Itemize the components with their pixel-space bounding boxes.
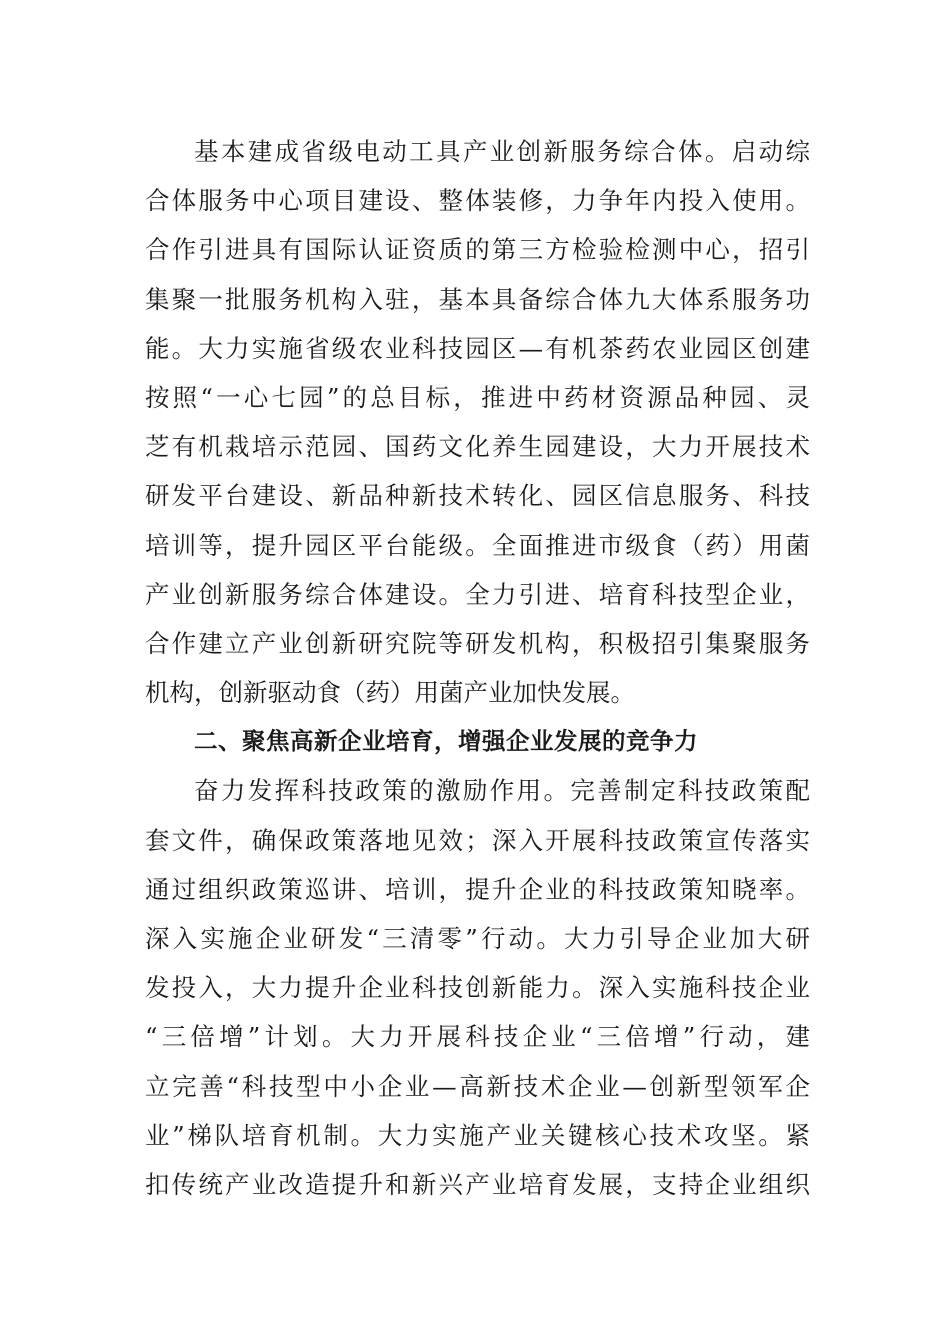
text-line: 立完善“科技型中小企业—高新技术企业—创新型领军企 bbox=[145, 1071, 810, 1101]
paragraph-enterprise-cultivation bbox=[145, 766, 810, 1209]
text-line: 扣传统产业改造提升和新兴产业培育发展，支持企业组织 bbox=[145, 1169, 810, 1199]
paragraph-innovation-complex bbox=[145, 127, 810, 717]
text-line: 奋力发挥科技政策的激励作用。完善制定科技政策配 bbox=[194, 776, 810, 806]
text-line: “三倍增”计划。大力开展科技企业“三倍增”行动，建 bbox=[145, 1022, 810, 1052]
text-line: 合作引进具有国际认证资质的第三方检验检测中心，招引 bbox=[145, 235, 810, 265]
text-line: 机构，创新驱动食（药）用菌产业加快发展。 bbox=[145, 678, 635, 708]
text-line: 合体服务中心项目建设、整体装修，力争年内投入使用。 bbox=[145, 186, 810, 216]
text-line: 培训等，提升园区平台能级。全面推进市级食（药）用菌 bbox=[145, 530, 810, 560]
text-line: 能。大力实施省级农业科技园区—有机茶药农业园区创建 bbox=[145, 333, 810, 363]
text-line: 产业创新服务综合体建设。全力引进、培育科技型企业， bbox=[145, 579, 810, 609]
text-line: 基本建成省级电动工具产业创新服务综合体。启动综 bbox=[194, 137, 810, 166]
text-line: 集聚一批服务机构入驻，基本具备综合体九大体系服务功 bbox=[145, 284, 810, 314]
text-line: 套文件，确保政策落地见效；深入开展科技政策宣传落实 bbox=[145, 825, 810, 855]
document-body bbox=[145, 127, 810, 1209]
text-line: 深入实施企业研发“三清零”行动。大力引导企业加大研 bbox=[145, 924, 810, 953]
text-line: 研发平台建设、新品种新技术转化、园区信息服务、科技 bbox=[145, 481, 810, 511]
text-line: 业”梯队培育机制。大力实施产业关键核心技术攻坚。紧 bbox=[145, 1120, 810, 1150]
text-line: 合作建立产业创新研究院等研发机构，积极招引集聚服务 bbox=[145, 628, 810, 658]
text-line: 发投入，大力提升企业科技创新能力。深入实施科技企业 bbox=[145, 973, 810, 1003]
text-line: 通过组织政策巡讲、培训，提升企业的科技政策知晓率。 bbox=[145, 874, 810, 904]
text-line: 按照“一心七园”的总目标，推进中药材资源品种园、灵 bbox=[145, 382, 810, 412]
section-heading: 二、聚焦高新企业培育，增强企业发展的竞争力 bbox=[194, 727, 698, 756]
text-line: 芝有机栽培示范园、国药文化养生园建设，大力开展技术 bbox=[145, 432, 810, 462]
